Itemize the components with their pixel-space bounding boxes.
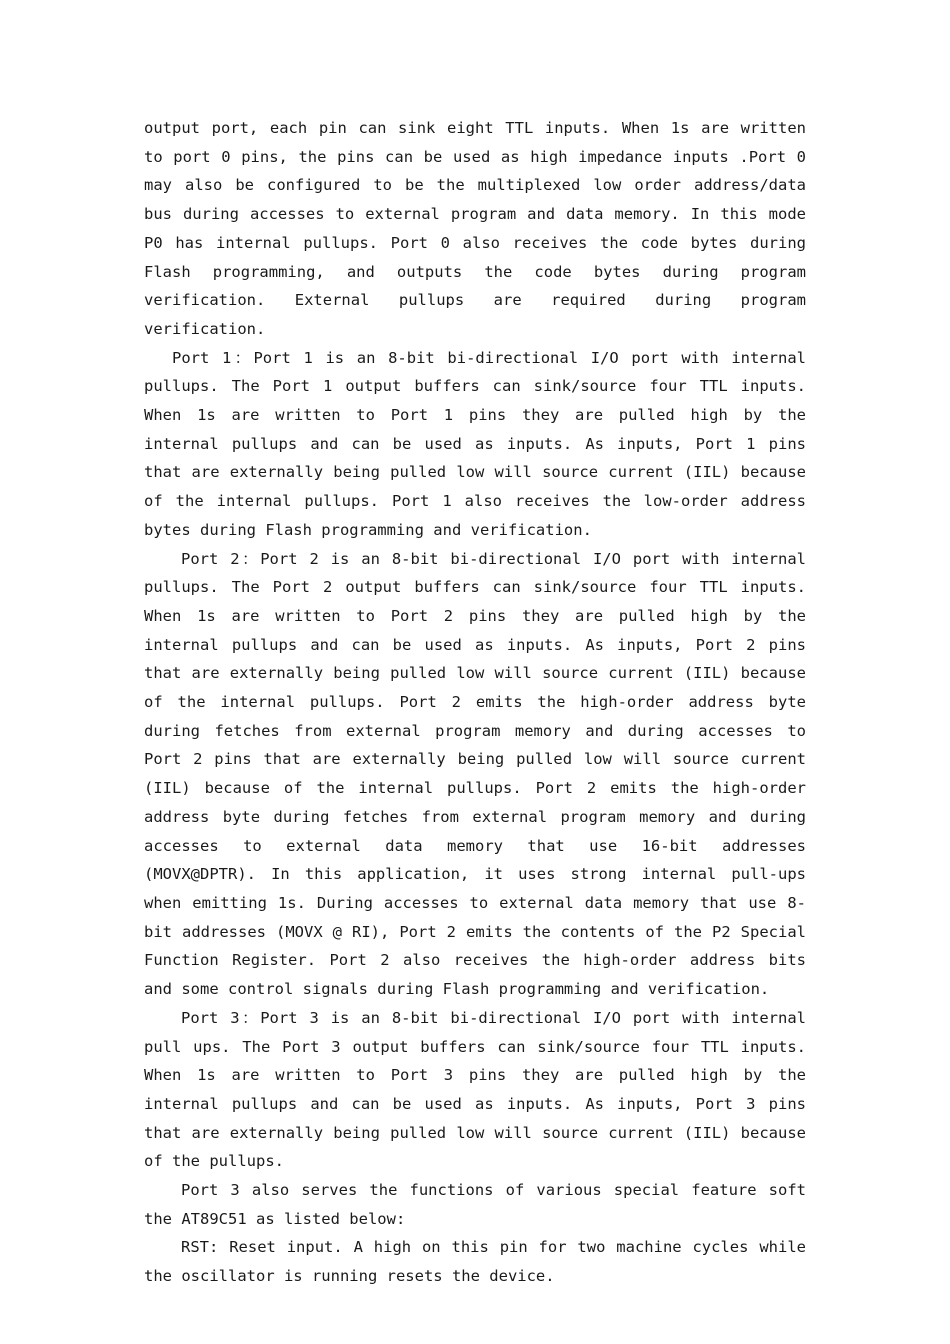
- document-page: [144, 114, 806, 1291]
- paragraph-port2: Port 2：Port 2 is an 8-bit bi-directional I/O port with internal pullups. The Port 2 output buffers can sink/source four TTL inputs. When 1s are written to Port 2 pins they are pulled high by the internal pullups and can be used as inputs. As inputs, Port 2 pins that are externally being pulled low will source current (IIL) because of the internal pullups. Port 2 emits the high-order address byte during fetches from external program memory and during accesses to Port 2 pins that are externally being pulled low will source current (IIL) because of the internal pullups. Port 2 emits the high-order address byte during fetches from external program memory and during accesses to external data memory that use 16-bit addresses (MOVX@DPTR). In this application, it uses strong internal pull-ups when emitting 1s. During accesses to external data memory that use 8-bit addresses (MOVX @ RI), Port 2 emits the contents of the P2 Special Function Register. Port 2 also receives the high-order address bits and some control signals during Flash programming and verification.: [144, 549, 806, 999]
- paragraph-port0-continued: output port, each pin can sink eight TTL inputs. When 1s are written to port 0 pins, the pins can be used as high impedance inputs .Port 0 may also be configured to be the multiplexed low order address/data bus during accesses to external program and data memory. In this mode P0 has internal pullups. Port 0 also receives the code bytes during Flash programming, and outputs the code bytes during program verification. External pullups are required during program verification.: [144, 119, 806, 338]
- paragraph-port3-functions: Port 3 also serves the functions of various special feature soft the AT89C51 as listed below:: [144, 1181, 806, 1228]
- paragraph-rst: RST: Reset input. A high on this pin for two machine cycles while the oscillator is running resets the device.: [144, 1238, 806, 1286]
- paragraph-port3: Port 3：Port 3 is an 8-bit bi-directional I/O port with internal pull ups. The Port 3 output buffers can sink/source four TTL inputs. When 1s are written to Port 3 pins they are pulled high by the internal pullups and can be used as inputs. As inputs, Port 3 pins that are externally being pulled low will source current (IIL) because of the pullups.: [144, 1008, 806, 1171]
- paragraph-port1: Port 1：Port 1 is an 8-bit bi-directional I/O port with internal pullups. The Port 1 output buffers can sink/source four TTL inputs. When 1s are written to Port 1 pins they are pulled high by the internal pullups and can be used as inputs. As inputs, Port 1 pins that are externally being pulled low will source current (IIL) because of the internal pullups. Port 1 also receives the low-order address bytes during Flash programming and verification.: [144, 348, 806, 539]
